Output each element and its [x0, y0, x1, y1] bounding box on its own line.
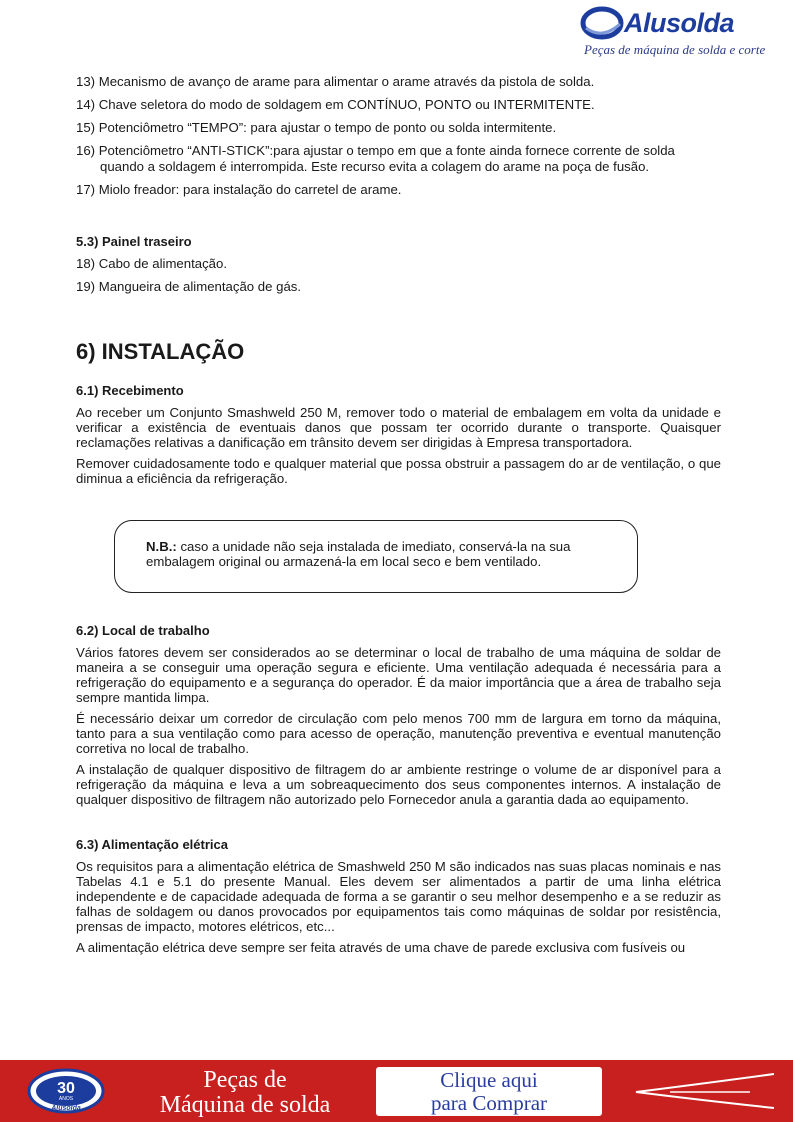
- section-6-3-title: 6.3) Alimentação elétrica: [76, 837, 228, 852]
- badge-brand: Alusolda: [51, 1105, 81, 1112]
- section-6-title: 6) INSTALAÇÃO: [76, 339, 245, 364]
- list-item: 18) Cabo de alimentação.: [76, 256, 228, 271]
- badge-number: 30: [57, 1080, 75, 1097]
- buy-button[interactable]: Clique aqui para Comprar: [376, 1067, 602, 1116]
- section-6-1-title: 6.1) Recebimento: [76, 383, 184, 398]
- section-5-3-title: 5.3) Painel traseiro: [76, 234, 192, 249]
- list-item: 16) Potenciômetro “ANTI-STICK”:para ajustar o tempo em que a fonte ainda fornece corrente de solda quando a soldagem é interrompida. Este recurso evita a colagem do arame na poça de fusão.: [76, 143, 675, 174]
- anniversary-badge-icon: [26, 1068, 106, 1114]
- paragraph: É necessário deixar um corredor de circulação com pelo menos 700 mm de largura em torno da máquina, tanto para a sua ventilação como para acesso de operação, manutenção preventiva e eventual manutenção corretiva no local de trabalho.: [76, 711, 721, 756]
- list-item: 14) Chave seletora do modo de soldagem em CONTÍNUO, PONTO ou INTERMITENTE.: [76, 97, 595, 112]
- section-6-2-title: 6.2) Local de trabalho: [76, 623, 210, 638]
- note-label: N.B.:: [146, 539, 177, 554]
- logo-brand: Alusolda: [624, 8, 735, 38]
- paragraph: A instalação de qualquer dispositivo de filtragem do ar ambiente restringe o volume de ar disponível para a refrigeração da máquina e leva a um sobreaquecimento dos seus componentes internos. A instalação de qualquer dispositivo de filtragem não autorizado pelo Fornecedor anula a garantia dada ao equipamento.: [76, 762, 721, 807]
- logo-swoosh-icon: [580, 4, 624, 42]
- paragraph: Remover cuidadosamente todo e qualquer material que possa obstruir a passagem do ar de ventilação, o que diminua a eficiência da refrigeração.: [76, 456, 721, 486]
- paragraph: Ao receber um Conjunto Smashweld 250 M, remover todo o material de embalagem em volta da unidade e verificar a existência de eventuais danos que possam ter ocorrido durante o transporte. Quaisquer reclamações relativas a danificação em trânsito devem ser dirigidas à Empresa transportadora.: [76, 405, 721, 450]
- note-text: caso a unidade não seja instalada de imediato, conservá-la na sua embalagem original ou armazená-la em local seco e bem ventilado.: [146, 539, 571, 569]
- paragraph: Vários fatores devem ser considerados ao se determinar o local de trabalho de uma máquina de soldar de maneira a se conseguir uma operação segura e eficiente. Uma ventilação adequada é necessária para a refrigeração do equipamento e a segurança do operador. É da maior importância que a área de trabalho seja sempre mantida limpa.: [76, 645, 721, 705]
- list-item: 17) Miolo freador: para instalação do carretel de arame.: [76, 182, 402, 197]
- note-box: [114, 520, 638, 593]
- document-body: [76, 74, 721, 961]
- badge-sub: ANOS: [58, 1096, 74, 1102]
- list-item: 19) Mangueira de alimentação de gás.: [76, 279, 302, 294]
- arrow-left-icon: [630, 1070, 776, 1112]
- footer-banner[interactable]: [0, 1060, 793, 1122]
- list-item: 13) Mecanismo de avanço de arame para alimentar o arame através da pistola de solda.: [76, 74, 595, 89]
- promo-text: Peças de Máquina de solda: [159, 1067, 331, 1118]
- header-logo: [580, 4, 766, 58]
- list-item: 15) Potenciômetro “TEMPO”: para ajustar o tempo de ponto ou solda intermitente.: [76, 120, 557, 135]
- paragraph: A alimentação elétrica deve sempre ser feita através de uma chave de parede exclusiva com fusíveis ou: [76, 940, 686, 955]
- paragraph: Os requisitos para a alimentação elétrica de Smashweld 250 M são indicados nas suas placas nominais e nas Tabelas 4.1 e 5.1 do presente Manual. Eles devem ser alimentados a partir de uma linha elétrica independente e de capacidade adequada de forma a se garantir o seu melhor desempenho e a se reduzir as falhas de soldagem ou danos provocados por equipamentos tais como máquinas de soldar por resistência, prensas de impacto, motores elétricos, etc...: [76, 859, 721, 934]
- logo-tagline: Peças de máquina de solda e corte: [584, 42, 766, 57]
